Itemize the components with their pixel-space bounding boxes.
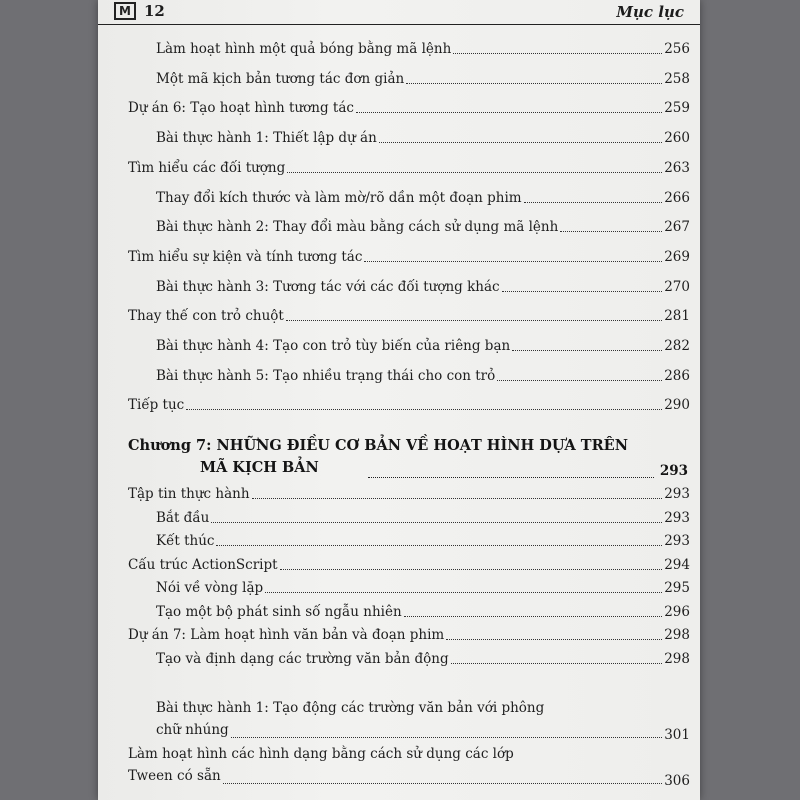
toc-entry-page: 282 — [664, 338, 690, 354]
toc-entry-page: 286 — [664, 367, 690, 384]
toc-entry-page: 266 — [664, 189, 690, 206]
toc-entry — [98, 246, 690, 268]
toc-entry-title: Thay thế con trỏ chuột — [128, 308, 284, 325]
toc-entry — [98, 554, 690, 576]
toc-leader — [446, 639, 662, 640]
toc-leader — [211, 522, 662, 523]
toc-entry-title: Bài thực hành 1: Thiết lập dự án — [156, 130, 377, 147]
toc-entry-page: 301 — [664, 727, 690, 743]
toc-entry-page: 258 — [664, 70, 690, 87]
chapter-title-line1: Chương 7: NHỮNG ĐIỀU CƠ BẢN VỀ HOẠT HÌNH DỰA TRÊN — [128, 437, 628, 454]
toc-entry-title: Bắt đầu — [156, 509, 210, 526]
toc-entry-page: 256 — [664, 41, 690, 57]
toc-leader — [512, 350, 662, 351]
section-title: Mục lục — [616, 3, 684, 21]
toc-entry — [98, 335, 690, 357]
toc-entry-title: Một mã kịch bản tương tác đơn giản — [156, 70, 405, 87]
toc-entry-title: Thay đổi kích thước và làm mờ/rõ dần một đoạn phim — [156, 189, 522, 206]
toc-leader — [453, 53, 662, 54]
toc-entry-title-line1: Bài thực hành 1: Tạo động các trường văn bản với phông — [156, 700, 545, 716]
page-number: 12 — [144, 2, 165, 20]
toc-entry-page: 270 — [664, 278, 690, 295]
toc-entry-title: Kết thúc — [156, 533, 215, 549]
toc-entry — [98, 624, 690, 646]
toc-entry-page: 269 — [664, 248, 690, 265]
toc-entry-title: Dự án 6: Tạo hoạt hình tương tác — [128, 100, 354, 117]
chapter-page: 293 — [659, 463, 688, 479]
toc-entry-title: Làm hoạt hình một quả bóng bằng mã lệnh — [156, 41, 452, 57]
toc-leader — [406, 83, 662, 84]
toc-leader — [252, 498, 662, 499]
toc-entry-page: 263 — [664, 159, 690, 176]
toc-entry-page: 267 — [664, 219, 690, 236]
toc-entry-title: Bài thực hành 4: Tạo con trỏ tùy biến của riêng bạn — [156, 338, 511, 354]
toc-entry — [98, 97, 690, 119]
toc-entry — [98, 187, 690, 209]
toc-entry-title: Bài thực hành 2: Thay đổi màu bằng cách sử dụng mã lệnh — [156, 219, 559, 236]
toc-leader — [560, 231, 662, 232]
toc-entry — [98, 365, 690, 387]
toc-entry-title-line1: Làm hoạt hình các hình dạng bằng cách sử dụng các lớp — [128, 746, 514, 762]
toc-entry — [98, 68, 690, 90]
toc-leader — [524, 202, 662, 203]
toc-entry-page: 306 — [664, 773, 690, 789]
toc-entry — [98, 305, 690, 327]
toc-entry — [98, 601, 690, 623]
toc-leader — [186, 409, 662, 410]
toc-entry-title: Tìm hiểu các đối tượng — [128, 159, 286, 176]
toc-entry-title: Dự án 7: Làm hoạt hình văn bản và đoạn phim — [128, 627, 445, 643]
toc-leader — [364, 261, 662, 262]
toc-entry-page: 293 — [664, 509, 690, 526]
book-page — [98, 0, 700, 800]
toc-entry — [98, 483, 690, 505]
toc-entry-title-line2: Tween có sẵn — [128, 768, 221, 784]
toc-leader — [404, 616, 662, 617]
toc-leader — [280, 569, 662, 570]
toc-entry-page: 293 — [664, 533, 690, 549]
toc-leader — [265, 592, 662, 593]
toc-entry-title: Tiếp tục — [128, 397, 185, 414]
toc-leader — [223, 783, 662, 784]
toc-entry-title: Tìm hiểu sự kiện và tính tương tác — [128, 248, 363, 265]
toc-entry-page: 290 — [664, 397, 690, 414]
toc-leader — [231, 737, 662, 738]
toc-entry — [98, 577, 690, 599]
toc-entry-page: 298 — [664, 627, 690, 643]
toc-leader — [379, 142, 662, 143]
toc-entry-title: Tạo một bộ phát sinh số ngẫu nhiên — [156, 603, 402, 620]
toc-entry-title: Nói về vòng lặp — [156, 580, 264, 596]
toc-leader — [216, 545, 662, 546]
toc-entry-page: 296 — [664, 603, 690, 620]
toc-leader — [286, 320, 662, 321]
toc-entry-title: Bài thực hành 3: Tương tác với các đối tượng khác — [156, 278, 500, 295]
page-header — [98, 0, 700, 25]
toc-entry-page: 298 — [664, 650, 690, 667]
toc-leader — [451, 663, 662, 664]
toc-entry-title: Tập tin thực hành — [128, 486, 250, 502]
toc-entry-title: Cấu trúc ActionScript — [128, 556, 278, 573]
publisher-logo: M — [114, 2, 136, 20]
toc-entry — [98, 38, 690, 60]
toc-entry-page: 259 — [664, 100, 690, 117]
toc-entry — [98, 530, 690, 552]
toc-entry-title-line2: chữ nhúng — [156, 722, 229, 738]
toc-leader — [502, 291, 662, 292]
toc-leader — [497, 380, 662, 381]
toc-entry-title: Tạo và định dạng các trường văn bản động — [156, 650, 449, 667]
toc-entry-multiline — [98, 700, 690, 746]
toc-entry-page: 293 — [664, 486, 690, 502]
toc-entry-page: 260 — [664, 130, 690, 147]
toc-entry — [98, 157, 690, 179]
toc-entry-multiline — [98, 746, 690, 792]
toc-entry-page: 295 — [664, 580, 690, 596]
toc-entry — [98, 394, 690, 416]
toc-entry — [98, 216, 690, 238]
toc-entry-title: Bài thực hành 5: Tạo nhiều trạng thái cho con trỏ — [156, 367, 496, 384]
toc-entry-page: 294 — [664, 556, 690, 573]
toc-entry — [98, 507, 690, 529]
chapter-leader — [368, 477, 654, 478]
toc-entry — [98, 127, 690, 149]
toc-leader — [356, 112, 662, 113]
toc-entry — [98, 648, 690, 670]
toc-entry — [98, 276, 690, 298]
chapter-title-line2: MÃ KỊCH BẢN — [200, 459, 319, 476]
toc-entry-page: 281 — [664, 308, 690, 325]
toc-leader — [287, 172, 662, 173]
